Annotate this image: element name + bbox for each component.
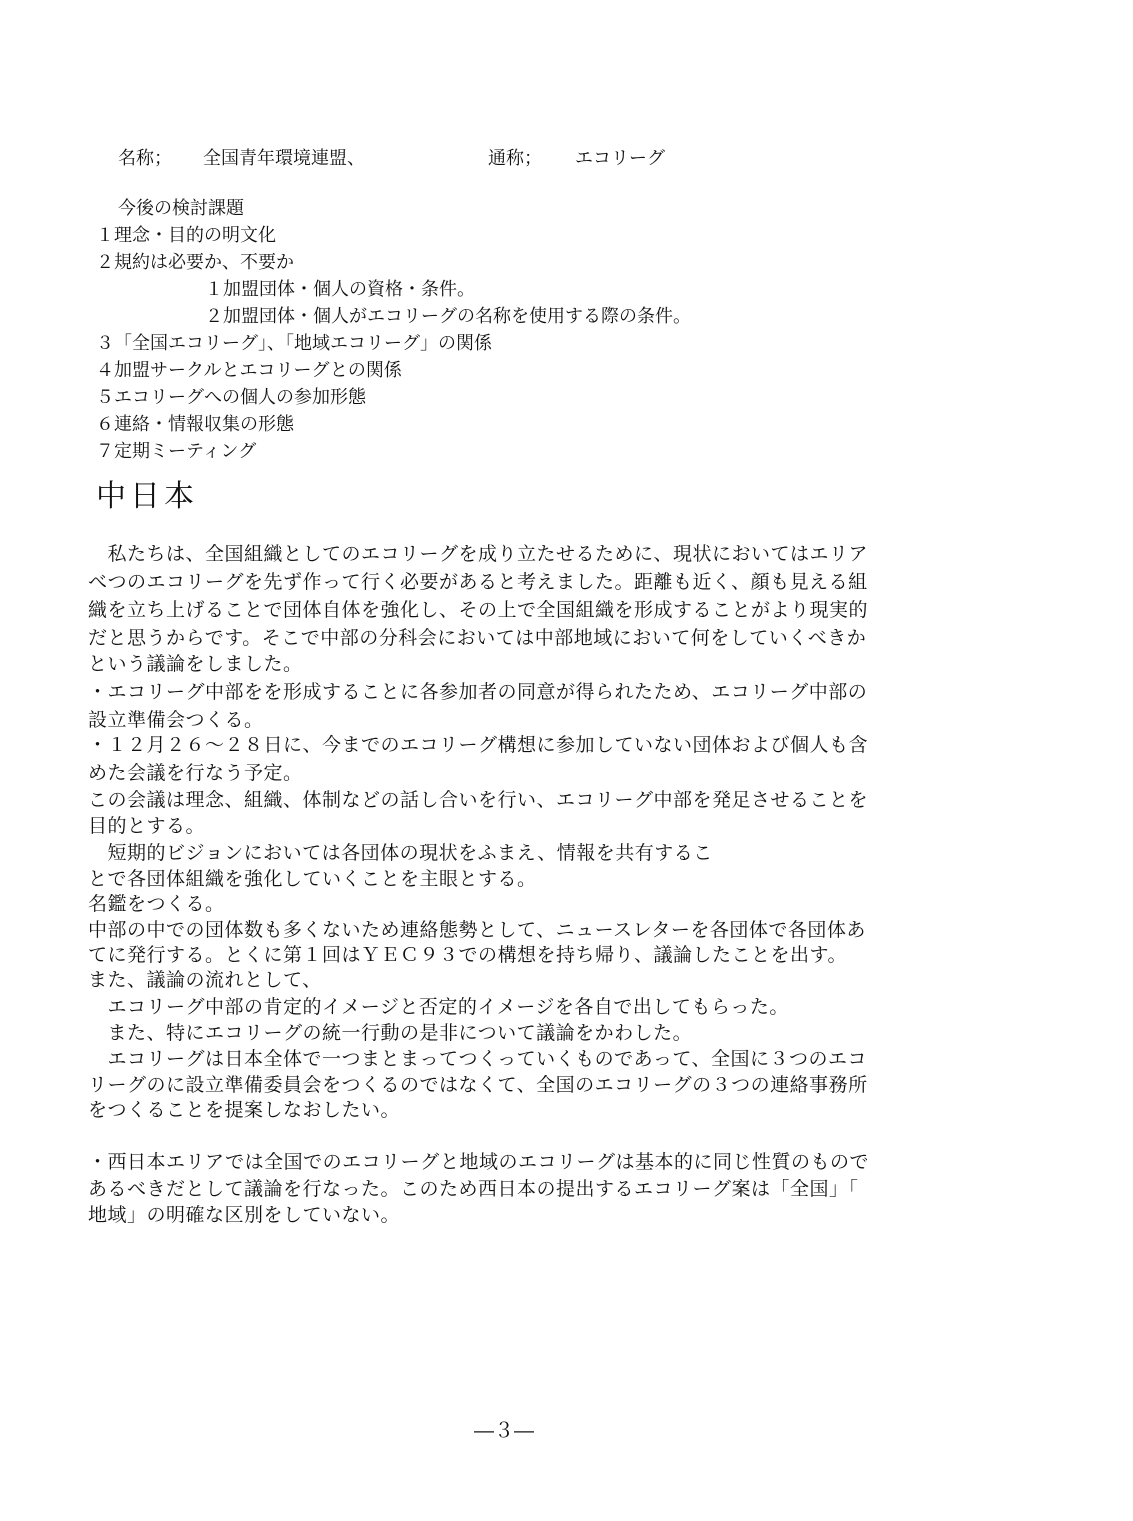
name-value: 全国青年環境連盟、 [203,148,365,169]
west-line: 地域」の明確な区別をしていない。 [88,1204,401,1226]
body-line: 目的とする。 [88,815,206,837]
agenda-item: ２規約は必要か、不要か [96,252,294,273]
section-heading: 中日本 [96,479,198,514]
west-line: あるべきだとして議論を行なった。このため西日本の提出するエコリーグ案は「全国」「 [88,1178,859,1200]
agenda-title: 今後の検討課題 [118,198,244,219]
agenda-item: ４加盟サークルとエコリーグとの関係 [96,360,402,381]
agenda-item: ５エコリーグへの個人の参加形態 [96,387,366,408]
agenda-subitem: １加盟団体・個人の資格・条件。 [205,279,475,300]
agenda-item: １理念・目的の明文化 [96,225,276,246]
alias-value: エコリーグ [575,148,665,169]
body-line: また、特にエコリーグの統一行動の是非について議論をかわした。 [88,1022,693,1044]
body-line: べつのエコリーグを先ず作って行く必要があると考えました。距離も近く、顔も見える組 [88,571,868,593]
body-line: 名鑑をつくる。 [88,893,225,915]
body-line: 短期的ビジョンにおいては各団体の現状をふまえ、情報を共有するこ [88,842,713,864]
body-line: この会議は理念、組織、体制などの話し合いを行い、エコリーグ中部を発足させることを [88,789,869,811]
page-number: ―３― [474,1418,534,1442]
body-line: ・１２月２６～２８日に、今までのエコリーグ構想に参加していない団体および個人も含 [88,734,869,756]
name-label: 名称； [118,148,172,169]
agenda-item: ６連絡・情報収集の形態 [96,414,294,435]
body-line: 私たちは、全国組織としてのエコリーグを成り立たせるために、現状においてはエリア [88,543,869,565]
body-line: ・エコリーグ中部をを形成することに各参加者の同意が得られたため、エコリーグ中部の [88,681,868,703]
body-line: めた会議を行なう予定。 [88,762,303,784]
agenda-item: ７定期ミーティング [96,441,257,462]
body-line: をつくることを提案しなおしたい。 [88,1099,401,1121]
body-line: また、議論の流れとして、 [88,969,322,991]
body-line: リーグのに設立準備委員会をつくるのではなくて、全国のエコリーグの３つの連絡事務所 [88,1074,868,1096]
body-line: 織を立ち上げることで団体自体を強化し、その上で全国組織を形成することがより現実的 [88,599,869,621]
body-line: エコリーグ中部の肯定的イメージと否定的イメージを各自で出してもらった。 [88,996,789,1018]
body-line: とで各団体組織を強化していくことを主眼とする。 [88,868,537,890]
body-line: エコリーグは日本全体で一つまとまってつくっていくものであって、全国に３つのエコ [88,1048,868,1070]
agenda-subitem: ２加盟団体・個人がエコリーグの名称を使用する際の条件。 [205,306,691,327]
body-line: だと思うからです。そこで中部の分科会においては中部地域において何をしていくべきか [88,627,867,649]
west-line: ・西日本エリアでは全国でのエコリーグと地域のエコリーグは基本的に同じ性質のもので [88,1151,869,1173]
body-line: という議論をしました。 [88,653,303,675]
agenda-item: ３「全国エコリーグ」、「地域エコリーグ」の関係 [96,333,492,354]
body-line: 中部の中での団体数も多くないため連絡態勢として、ニュースレターを各団体で各団体あ [88,919,866,941]
body-line: 設立準備会つくる。 [88,709,264,731]
body-line: てに発行する。とくに第１回はＹＥＣ９３での構想を持ち帰り、議論したことを出す。 [88,944,847,966]
alias-label: 通称； [488,148,542,169]
